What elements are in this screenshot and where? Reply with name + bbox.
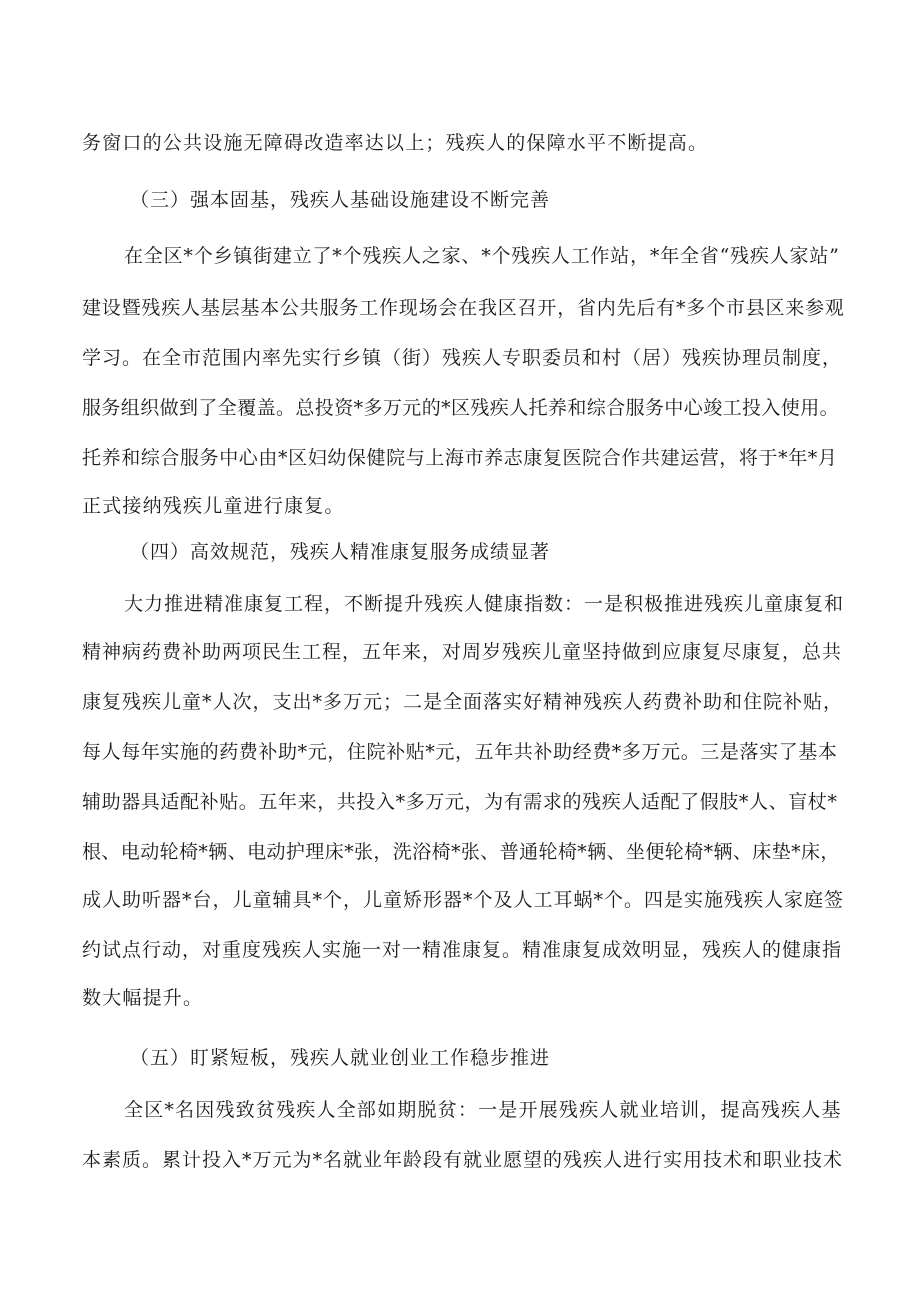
section-heading: （三）强本固基，残疾人基础设施建设不断完善 bbox=[130, 189, 551, 211]
paragraph-line: 在全区*个乡镇街建立了*个残疾人之家、*个残疾人工作站，*年全省“残疾人家站” bbox=[124, 245, 840, 267]
paragraph-line: 每人每年实施的药费补助*元，住院补贴*元，五年共补助经费*多万元。三是落实了基本 bbox=[82, 741, 838, 763]
paragraph-line: 根、电动轮椅*辆、电动护理床*张，洗浴椅*张、普通轮椅*辆、坐便轮椅*辆、床垫*床， bbox=[82, 841, 840, 863]
paragraph-line: 建设暨残疾人基层基本公共服务工作现场会在我区召开，省内先后有*多个市县区来参观 bbox=[82, 297, 845, 319]
paragraph-line: 服务组织做到了全覆盖。总投资*多万元的*区残疾人托养和综合服务中心竣工投入使用。 bbox=[82, 397, 840, 419]
paragraph-line: 正式接纳残疾儿童进行康复。 bbox=[82, 495, 345, 517]
paragraph-line: 成人助听器*台，儿童辅具*个，儿童矫形器*个及人工耳蜗*个。四是实施残疾人家庭签 bbox=[82, 889, 845, 911]
paragraph-line: 约试点行动，对重度残疾人实施一对一精准康复。精准康复成效明显，残疾人的健康指 bbox=[82, 939, 843, 961]
section-heading: （四）高效规范，残疾人精准康复服务成绩显著 bbox=[130, 541, 551, 563]
section-heading: （五）盯紧短板，残疾人就业创业工作稳步推进 bbox=[130, 1047, 551, 1069]
paragraph-line: 本素质。累计投入*万元为*名就业年龄段有就业愿望的残疾人进行实用技术和职业技术 bbox=[82, 1149, 844, 1171]
paragraph-line: 务窗口的公共设施无障碍改造率达以上；残疾人的保障水平不断提高。 bbox=[82, 132, 709, 154]
paragraph-line: 托养和综合服务中心由*区妇幼保健院与上海市养志康复医院合作共建运营，将于*年*月 bbox=[82, 447, 838, 469]
paragraph-line: 辅助器具适配补贴。五年来，共投入*多万元，为有需求的残疾人适配了假肢*人、盲杖* bbox=[82, 791, 838, 813]
paragraph-line: 精神病药费补助两项民生工程，五年来，对周岁残疾儿童坚持做到应康复尽康复，总共 bbox=[82, 641, 843, 663]
paragraph-line: 数大幅提升。 bbox=[82, 987, 204, 1009]
paragraph-line: 大力推进精准康复工程，不断提升残疾人健康指数：一是积极推进残疾儿童康复和 bbox=[124, 593, 845, 615]
paragraph-line: 康复残疾儿童*人次，支出*多万元；二是全面落实好精神残疾人药费补助和住院补贴， bbox=[82, 691, 844, 713]
paragraph-line: 全区*名因残致贫残疾人全部如期脱贫：一是开展残疾人就业培训，提高残疾人基 bbox=[124, 1099, 842, 1121]
paragraph-line: 学习。在全市范围内率先实行乡镇（街）残疾人专职委员和村（居）残疾协理员制度， bbox=[82, 347, 843, 369]
